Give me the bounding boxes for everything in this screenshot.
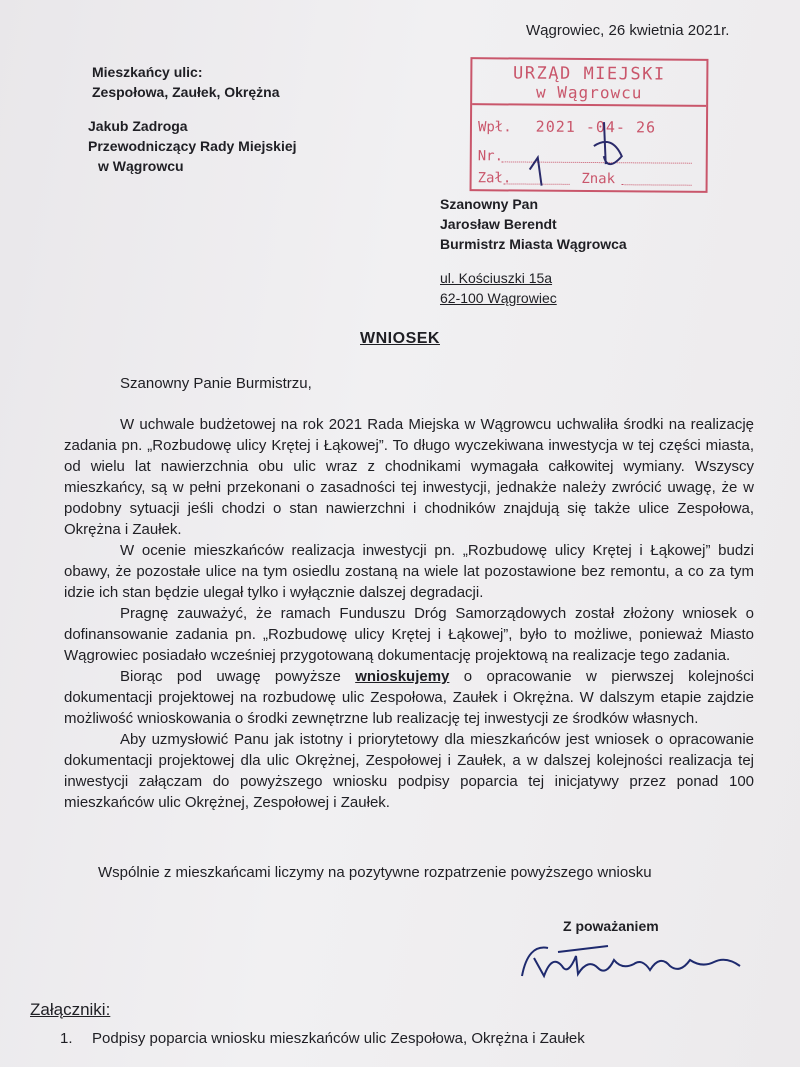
salutation: Szanowny Panie Burmistrzu, — [120, 375, 312, 392]
attachments-label: Załączniki: — [30, 1000, 111, 1019]
paragraph-4-end: o opracowanie w pierwszej kolejności dokumentacji projektowej na rozbudowę ulic Zespołowa, Zaułek i Okrężna. W dalszym etapie zajdzie możliwość wnioskowania o środki zewnętrzne lub realizację tej inwestycji ze środków własnych. — [64, 668, 754, 727]
sender-name: Jakub Zadroga — [88, 118, 188, 134]
attachment-number: 1. — [60, 1030, 73, 1047]
attachment-item — [60, 1030, 585, 1047]
paragraph-4 — [64, 666, 754, 729]
signature-icon — [518, 936, 758, 986]
stamp-city: w Wągrowcu — [535, 82, 643, 103]
sender-group-line: Zespołowa, Zaułek, Okrężna — [92, 84, 280, 100]
paragraph-3: Pragnę zauważyć, że ramach Funduszu Dróg Samorządowych został złożony wniosek o dofinansowanie zadania pn. „Rozbudowę ulicy Krętej i Łąkowej”, było to możliwe, ponieważ Miasto Wągrowiec posiadało wcześniej przygotowaną dokumentację projektową na realizacje tego zadania. — [64, 605, 754, 664]
attachment-text: Podpisy poparcia wniosku mieszkańców ulic Zespołowa, Okrężna i Zaułek — [92, 1030, 585, 1047]
document-title: WNIOSEK — [360, 330, 440, 347]
recipient-address — [440, 268, 557, 308]
closing-line: Wspólnie z mieszkańcami liczymy na pozytywne rozpatrzenie powyższego wniosku — [98, 864, 652, 881]
paragraph-5: Aby uzmysłowić Panu jak istotny i priorytetowy dla mieszkańców jest wniosek o opracowanie dokumentacji projektowej dla ulic Okrężnej, Zespołowej i Zaułek, a w dalszej kolejności realizacja tej inwestycji załączam do powyższego wniosku podpisy poparcia tej inicjatywy przez ponad 100 mieszkańców ulic Okrężnej, Zespołowej i Zaułek. — [64, 731, 754, 811]
letter-date: Wągrowiec, 26 kwietnia 2021r. — [526, 22, 730, 39]
sender-role: Przewodniczący Rady Miejskiej — [88, 138, 297, 154]
paragraph-4-emphasis: wnioskujemy — [355, 668, 450, 685]
paragraph-1: W uchwale budżetowej na rok 2021 Rada Miejska w Wągrowcu uchwaliła środki na realizację zadania pn. „Rozbudowę ulicy Krętej i Łąkowej”. To długo wyczekiwana inwestycja w tej części miasta, od wielu lat nawierzchnia obu ulic wraz z chodnikami wymagała całkowitej wymiany. Wszyscy mieszkańcy, są w pełni przekonani o zasadności tej inwestycji, jednakże należy zwrócić uwagę, że w podobny sytuacji jeśli chodzi o stan nawierzchni i chodników znajdują się także ulice Zespołowa, Okrężna i Zaułek. — [64, 416, 754, 538]
stamp-received-date: 2021 -04- 26 — [535, 117, 657, 137]
sender-group-line: Mieszkańcy ulic: — [92, 64, 203, 80]
recipient-greeting: Szanowny Pan — [440, 196, 539, 212]
recipient-name: Jarosław Berendt — [440, 216, 557, 232]
address-street: ul. Kościuszki 15a — [440, 270, 553, 286]
letter-body — [64, 414, 754, 813]
sender-person — [88, 116, 297, 176]
registry-stamp — [470, 57, 709, 193]
stamp-handwriting-icon — [472, 59, 711, 195]
address-postal: 62-100 Wągrowiec — [440, 290, 557, 306]
paragraph-2: W ocenie mieszkańców realizacja inwestycji pn. „Rozbudowę ulicy Krętej i Łąkowej” budzi obawy, że pozostałe ulice na tym osiedlu zostaną na wiele lat pozostawione bez remontu, a co za tym idzie ich stan będzie ulegał tylko i wyłącznie dalszej degradacji. — [64, 542, 754, 601]
recipient-role: Burmistrz Miasta Wągrowca — [440, 236, 627, 252]
stamp-sign-label: Znak — [581, 170, 616, 188]
stamp-number-label: Nr. — [477, 148, 504, 165]
regards: Z poważaniem — [563, 918, 659, 934]
stamp-attachment-label: Zał. — [477, 170, 512, 187]
stamp-received-label: Wpł. — [477, 119, 512, 136]
sender-group — [92, 62, 280, 102]
sender-city: w Wągrowcu — [98, 158, 184, 174]
paragraph-4-start: Biorąc pod uwagę powyższe — [120, 668, 356, 685]
recipient-block — [440, 194, 627, 254]
stamp-office: URZĄD MIEJSKI — [513, 63, 666, 85]
